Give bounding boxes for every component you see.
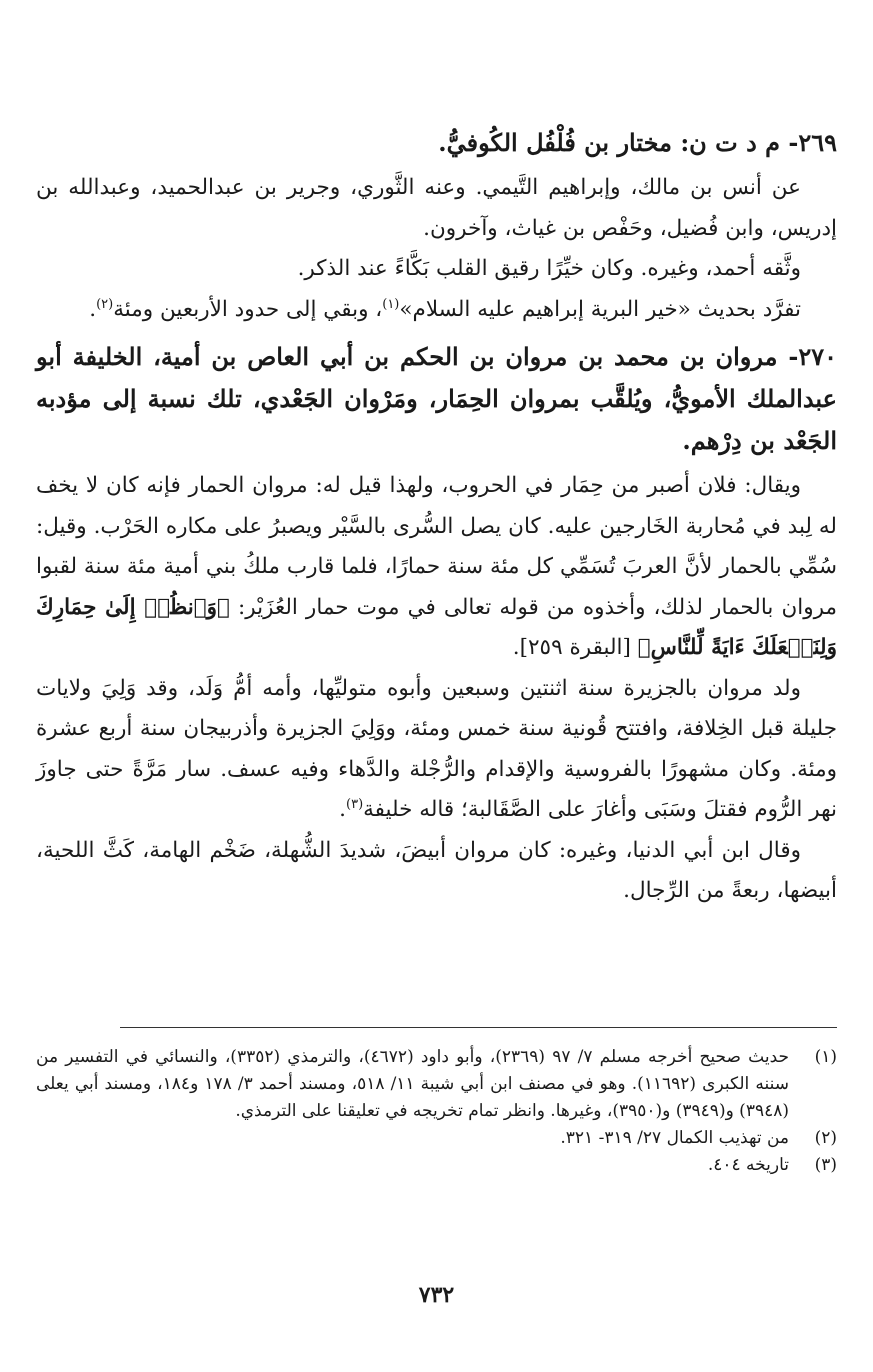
quran-reference: [البقرة ٢٥٩].	[512, 635, 631, 660]
entry-269-paragraph-1: عن أنس بن مالك، وإبراهيم التَّيمي. وعنه الثَّوري، وجرير بن عبدالحميد، وعبدالله بن إدريس، وابن فُضيل، وحَفْص بن غياث، وآخرون.	[36, 175, 837, 241]
footnote-text: تاريخه ٤٠٤.	[707, 1155, 789, 1175]
footnote-ref-3[interactable]: (٣)	[346, 796, 364, 812]
main-text	[36, 122, 837, 912]
quran-verse: ﴿وَٱنظُرۡ إِلَىٰ حِمَارِكَ وَلِنَجۡعَلَكَ ءَايَةً لِّلنَّاسِ﴾	[36, 594, 837, 660]
footnote-ref-1[interactable]: (١)	[382, 296, 400, 312]
footnote-text: حديث صحيح أخرجه مسلم ٧/ ٩٧ (٢٣٦٩)، وأبو داود (٤٦٧٢)، والترمذي (٣٣٥٢)، والنسائي في التفسير من سننه الكبرى (١١٦٩٢). وهو في مصنف ابن أبي شيبة ١١/ ٥١٨، ومسند أحمد ٣/ ١٧٨ و١٨٤، ومسند أبي يعلى (٣٩٤٨) و(٣٩٤٩) و(٣٩٥٠)، وغيرها. وانظر تمام تخريجه في تعليقنا على الترمذي.	[36, 1047, 789, 1121]
footnote-text: من تهذيب الكمال ٢٧/ ٣١٩- ٣٢١.	[560, 1128, 789, 1148]
footnote-number: (٣)	[814, 1155, 837, 1175]
entry-269-p3-text2: ، وبقي إلى حدود الأربعين ومئة	[113, 296, 383, 322]
entry-269-heading: ٢٦٩- م د ت ن: مختار بن فُلْفُل الكُوفيُّ.	[438, 128, 837, 157]
entry-270-heading: ٢٧٠- مروان بن محمد بن مروان بن الحكم بن أبي العاص بن أمية، الخليفة أبو عبدالملك الأمويُّ، ويُلقَّب بمروان الحِمَار، ومَرْوان الجَعْدي، تلك نسبة إلى مؤدبه الجَعْد بن دِرْهم.	[36, 342, 837, 455]
footnote-1	[36, 1044, 837, 1125]
entry-269-paragraph-3	[36, 290, 837, 331]
entry-270-p1-text: ويقال: فلان أصبر من حِمَار في الحروب، ولهذا قيل له: مروان الحمار فإنه كان لا يخف له لِبد في مُحاربة الخَارجين عليه. كان يصل السُّرى بالسَّيْر ويصبرُ على مكاره الحَرْب. وقيل: سُمِّي بالحمار لأنَّ العربَ تُسَمِّي كل مئة سنة حمارًا، فلما قارب ملكُ بني أمية مئة سنة لقبوا مروان بالحمار لذلك، وأخذوه من قوله تعالى في موت حمار العُزَيْر:	[36, 473, 837, 620]
footnote-number: (١)	[814, 1047, 837, 1067]
entry-269-p3-end: .	[89, 296, 97, 322]
footnote-divider	[120, 1027, 837, 1028]
entry-270-paragraph-3: وقال ابن أبي الدنيا، وغيره: كان مروان أبيضَ، شديدَ الشُّهلة، ضَخْم الهامة، كَثَّ اللحية، أبيضها، ربعةً من الرِّجال.	[36, 837, 837, 903]
entry-269-p3-text: تفرَّد بحديث «خير البرية إبراهيم عليه السلام»	[399, 296, 801, 322]
entry-270-p2-end: .	[339, 797, 347, 822]
footnote-number: (٢)	[814, 1128, 837, 1148]
entry-270-p2-text: ولد مروان بالجزيرة سنة اثنتين وسبعين وأبوه متوليِّها، وأمه أمُّ وَلَد، وقد وَلِيَ ولايات جليلة قبل الخِلافة، وافتتح قُونية سنة خمس ومئة، ووَلِيَ الجزيرة وأذربيجان سنة أربع عشرة ومئة. وكان مشهورًا بالفروسية والإقدام والرُّجْلة والدَّهاء وفيه عسف. سار مَرَّةً حتى جاوزَ نهر الرُّوم فقتلَ وسَبَى وأغارَ على الصَّقَالبة؛ قاله خليفة	[36, 675, 837, 822]
footnote-ref-2[interactable]: (٢)	[96, 296, 114, 312]
entry-269-paragraph-2: وثَّقه أحمد، وغيره. وكان خيِّرًا رقيق القلب بَكَّاءً عند الذكر.	[297, 256, 801, 281]
footnote-3	[36, 1152, 837, 1179]
entry-270-paragraph-2	[36, 669, 837, 831]
entry-270-paragraph-1	[36, 466, 837, 669]
page-number: ٧٣٢	[418, 1282, 455, 1308]
footnotes	[36, 1044, 837, 1179]
footnote-2	[36, 1125, 837, 1152]
